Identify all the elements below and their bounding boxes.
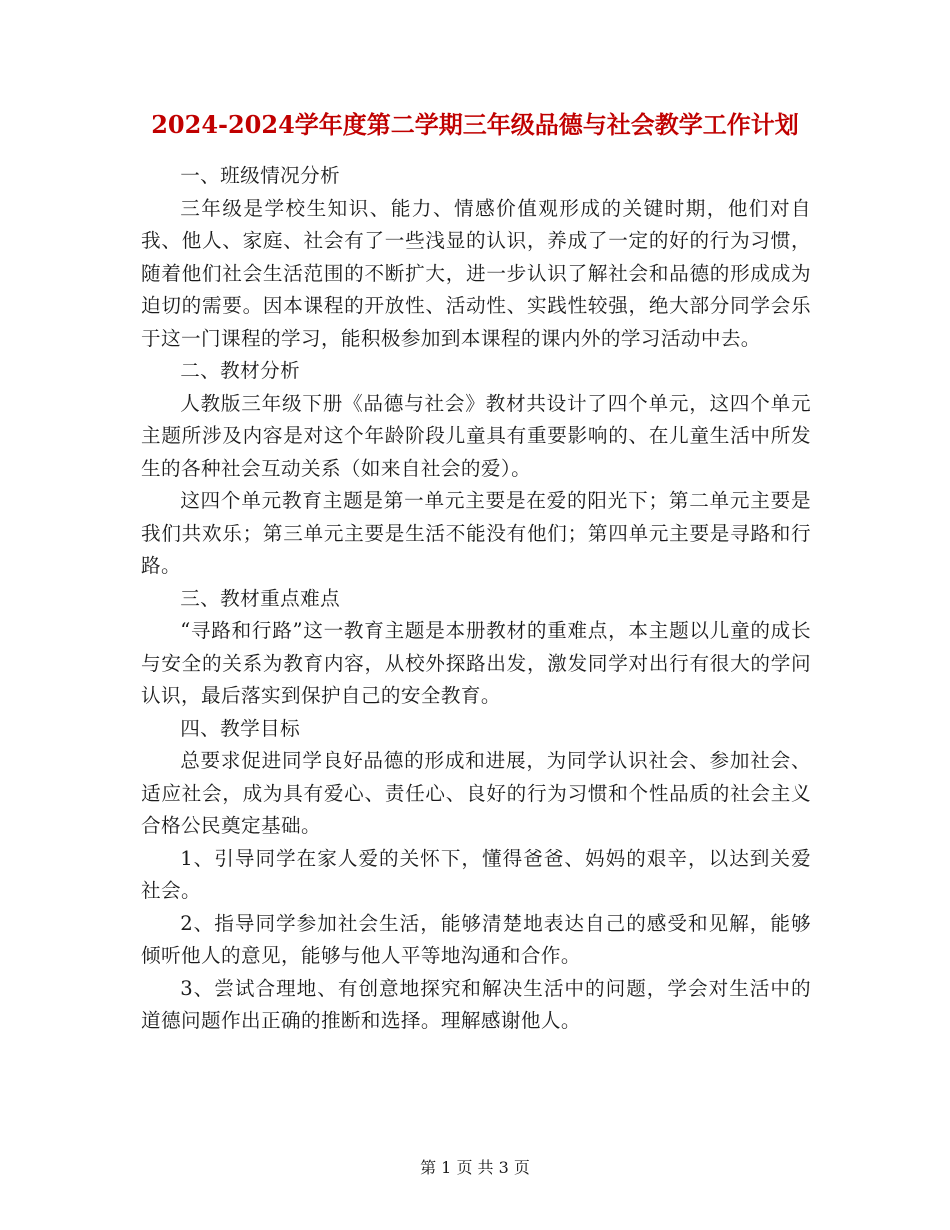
section-heading-textbook-analysis: 二、教材分析	[180, 359, 301, 382]
paragraph-key-difficulties: “寻路和行路”这一教育主题是本册教材的重难点，本主题以儿童的成长与安全的关系为教育内容，从校外探路出发，激发同学对出行有很大的学问认识，最后落实到保护自己的安全教育。	[141, 619, 811, 707]
section-heading-teaching-goals: 四、教学目标	[180, 716, 301, 740]
page-footer: 第 1 页 共 3 页	[420, 1158, 530, 1177]
paragraph-unit-themes: 这四个单元教育主题是第一单元主要是在爱的阳光下；第二单元主要是我们共欢乐；第三单元主要是生活不能没有他们；第四单元主要是寻路和行路。	[141, 489, 811, 577]
goal-item-2: 2、指导同学参加社会生活，能够清楚地表达自己的感受和见解，能够倾听他人的意见，能够与他人平等地沟通和合作。	[141, 911, 811, 967]
section-heading-key-difficulties: 三、教材重点难点	[180, 586, 341, 610]
document-body	[141, 160, 811, 1038]
goal-item-3: 3、尝试合理地、有创意地探究和解决生活中的问题，学会对生活中的道德问题作出正确的推断和选择。理解感谢他人。	[141, 976, 811, 1032]
section-heading-class-analysis: 一、班级情况分析	[180, 164, 341, 187]
paragraph-class-analysis: 三年级是学校生知识、能力、情感价值观形成的关键时期，他们对自我、他人、家庭、社会有了一些浅显的认识，养成了一定的好的行为习惯，随着他们社会生活范围的不断扩大，进一步认识了解社会和品德的形成成为迫切的需要。因本课程的开放性、活动性、实践性较强，绝大部分同学会乐于这一门课程的学习，能积极参加到本课程的课内外的学习活动中去。	[141, 196, 811, 350]
goal-item-1: 1、引导同学在家人爱的关怀下，懂得爸爸、妈妈的艰辛，以达到关爱社会。	[141, 846, 811, 902]
paragraph-textbook-analysis: 人教版三年级下册《品德与社会》教材共设计了四个单元，这四个单元主题所涉及内容是对这个年龄阶段儿童具有重要影响的、在儿童生活中所发生的各种社会互动关系（如来自社会的爱）。	[141, 391, 811, 480]
paragraph-overall-goal: 总要求促进同学良好品德的形成和进展，为同学认识社会、参加社会、适应社会，成为具有爱心、责任心、良好的行为习惯和个性品质的社会主义合格公民奠定基础。	[141, 749, 811, 837]
document-title: 2024-2024学年度第二学期三年级品德与社会教学工作计划	[151, 110, 799, 139]
